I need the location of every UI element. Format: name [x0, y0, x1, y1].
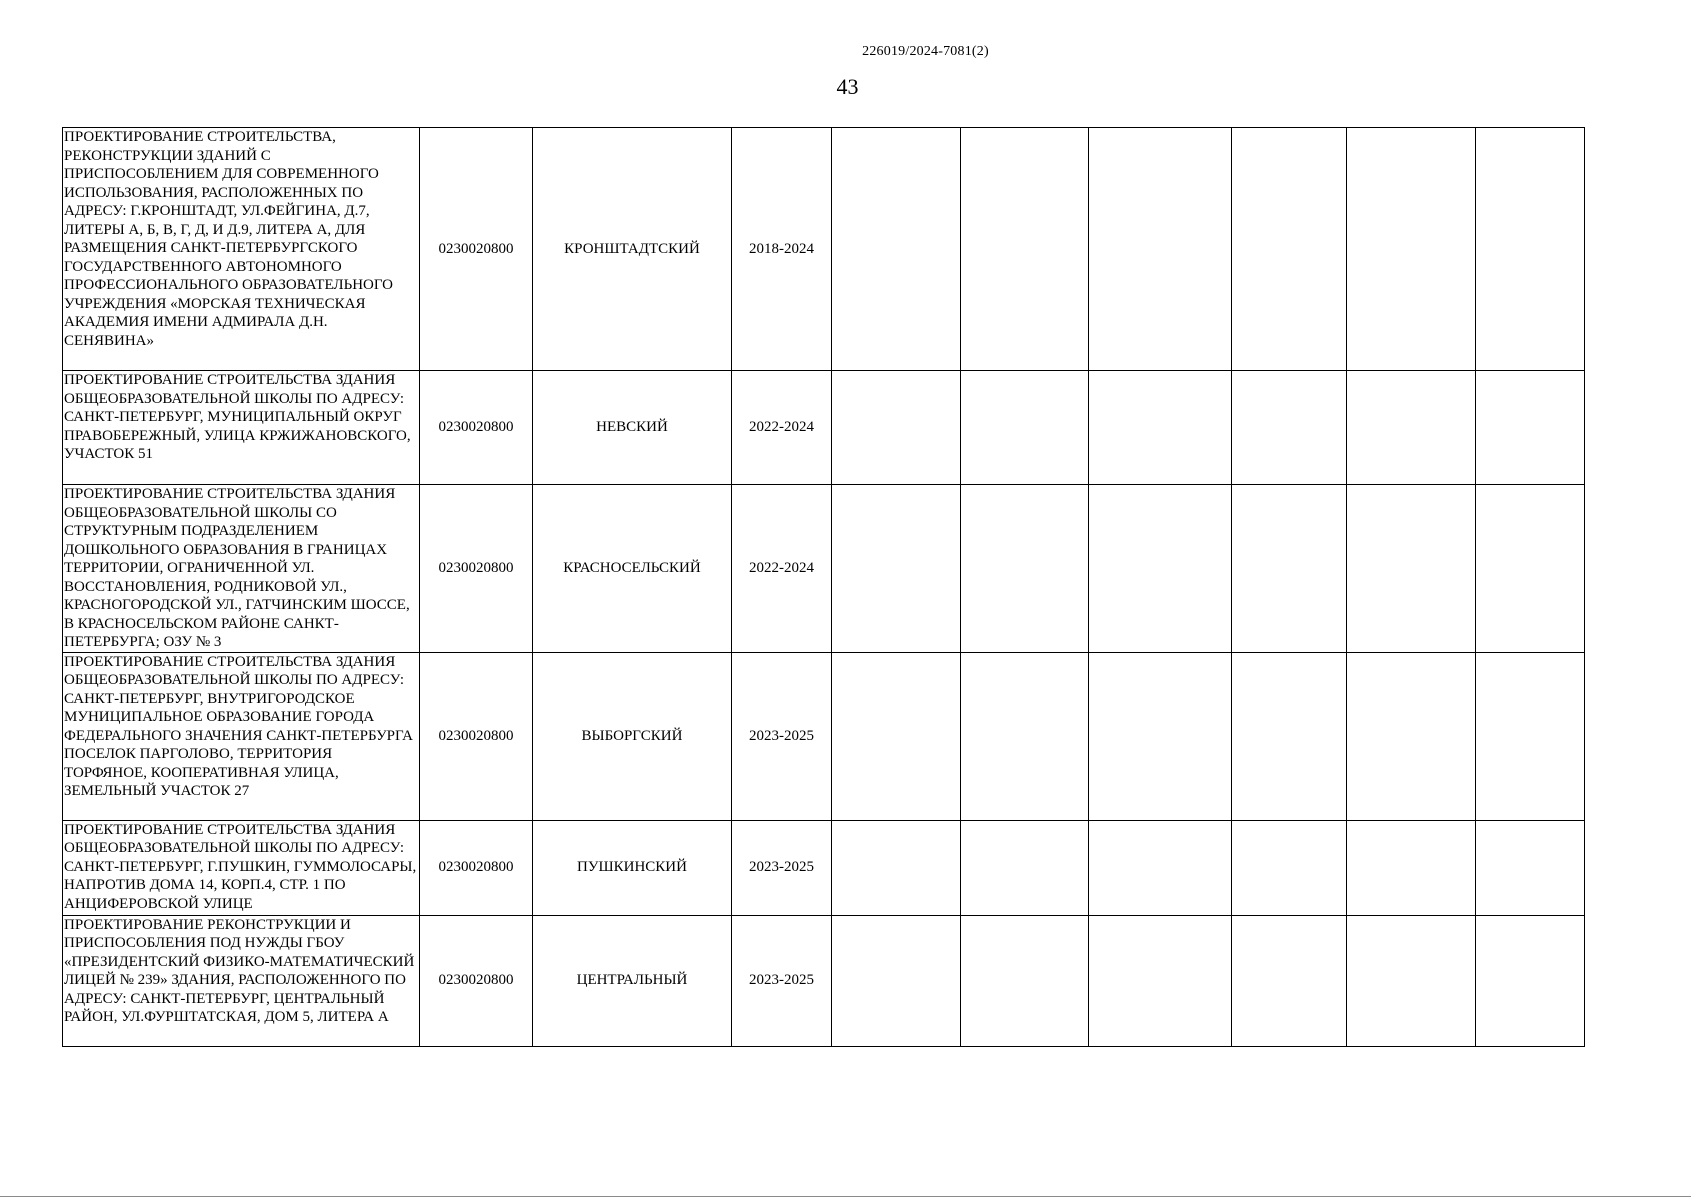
object-name-cell	[63, 915, 420, 1046]
empty-cell	[961, 915, 1089, 1046]
empty-cell	[1347, 915, 1476, 1046]
object-name-text: ПРОЕКТИРОВАНИЕ СТРОИТЕЛЬСТВА, РЕКОНСТРУКЦИИ ЗДАНИЙ С ПРИСПОСОБЛЕНИЕМ ДЛЯ СОВРЕМЕННОГО ИСПОЛЬЗОВАНИЯ, РАСПОЛОЖЕННЫХ ПО АДРЕСУ: Г.КРОНШТАДТ, УЛ.ФЕЙГИНА, Д.7, ЛИТЕРЫ А, Б, В, Г, Д, И Д.9, ЛИТЕРА А, ДЛЯ РАЗМЕЩЕНИЯ САНКТ-ПЕТЕРБУРГСКОГО ГОСУДАРСТВЕННОГО АВТОНОМНОГО ПРОФЕССИОНАЛЬНОГО ОБРАЗОВАТЕЛЬНОГО УЧРЕЖДЕНИЯ «МОРСКАЯ ТЕХНИЧЕСКАЯ АКАДЕМИЯ ИМЕНИ АДМИРАЛА Д.Н. СЕНЯВИНА»	[64, 129, 394, 349]
object-name-cell	[63, 820, 420, 915]
district-cell: ВЫБОРГСКИЙ	[533, 652, 732, 820]
district-cell: НЕВСКИЙ	[533, 371, 732, 485]
empty-cell	[961, 652, 1089, 820]
table-row	[63, 820, 1585, 915]
district-cell: ЦЕНТРАЛЬНЫЙ	[533, 915, 732, 1046]
period-cell: 2023-2025	[732, 915, 832, 1046]
district-cell: ПУШКИНСКИЙ	[533, 820, 732, 915]
empty-cell	[1476, 915, 1585, 1046]
object-name-text: ПРОЕКТИРОВАНИЕ РЕКОНСТРУКЦИИ И ПРИСПОСОБЛЕНИЯ ПОД НУЖДЫ ГБОУ «ПРЕЗИДЕНТСКИЙ ФИЗИКО-МАТЕМАТИЧЕСКИЙ ЛИЦЕЙ № 239» ЗДАНИЯ, РАСПОЛОЖЕННОГО ПО АДРЕСУ: САНКТ-ПЕТЕРБУРГ, ЦЕНТРАЛЬНЫЙ РАЙОН, УЛ.ФУРШТАТСКАЯ, ДОМ 5, ЛИТЕРА А	[64, 916, 415, 1025]
empty-cell	[832, 820, 961, 915]
table-row	[63, 915, 1585, 1046]
table-row	[63, 371, 1585, 485]
empty-cell	[1476, 652, 1585, 820]
district-cell: КРАСНОСЕЛЬСКИЙ	[533, 485, 732, 653]
code-cell: 0230020800	[420, 820, 533, 915]
code-cell: 0230020800	[420, 652, 533, 820]
period-cell: 2022-2024	[732, 371, 832, 485]
code-cell: 0230020800	[420, 915, 533, 1046]
empty-cell	[1232, 820, 1347, 915]
empty-cell	[1232, 128, 1347, 371]
empty-cell	[961, 128, 1089, 371]
object-name-text: ПРОЕКТИРОВАНИЕ СТРОИТЕЛЬСТВА ЗДАНИЯ ОБЩЕОБРАЗОВАТЕЛЬНОЙ ШКОЛЫ СО СТРУКТУРНЫМ ПОДРАЗДЕЛЕНИЕМ ДОШКОЛЬНОГО ОБРАЗОВАНИЯ В ГРАНИЦАХ ТЕРРИТОРИИ, ОГРАНИЧЕННОЙ УЛ. ВОССТАНОВЛЕНИЯ, РОДНИКОВОЙ УЛ., КРАСНОГОРОДСКОЙ УЛ., ГАТЧИНСКИМ ШОССЕ, В КРАСНОСЕЛЬСКОМ РАЙОНЕ САНКТ-ПЕТЕРБУРГА; ОЗУ № 3	[64, 486, 410, 650]
empty-cell	[1347, 485, 1476, 653]
object-name-cell	[63, 652, 420, 820]
empty-cell	[1476, 371, 1585, 485]
scan-bottom-edge	[0, 1196, 1691, 1197]
code-cell: 0230020800	[420, 485, 533, 653]
empty-cell	[832, 128, 961, 371]
object-name-text: ПРОЕКТИРОВАНИЕ СТРОИТЕЛЬСТВА ЗДАНИЯ ОБЩЕОБРАЗОВАТЕЛЬНОЙ ШКОЛЫ ПО АДРЕСУ: САНКТ-ПЕТЕРБУРГ, МУНИЦИПАЛЬНЫЙ ОКРУГ ПРАВОБЕРЕЖНЫЙ, УЛИЦА КРЖИЖАНОВСКОГО, УЧАСТОК 51	[64, 372, 411, 462]
object-name-text: ПРОЕКТИРОВАНИЕ СТРОИТЕЛЬСТВА ЗДАНИЯ ОБЩЕОБРАЗОВАТЕЛЬНОЙ ШКОЛЫ ПО АДРЕСУ: САНКТ-ПЕТЕРБУРГ, ВНУТРИГОРОДСКОЕ МУНИЦИПАЛЬНОЕ ОБРАЗОВАНИЕ ГОРОДА ФЕДЕРАЛЬНОГО ЗНАЧЕНИЯ САНКТ-ПЕТЕРБУРГА ПОСЕЛОК ПАРГОЛОВО, ТЕРРИТОРИЯ ТОРФЯНОЕ, КООПЕРАТИВНАЯ УЛИЦА, ЗЕМЕЛЬНЫЙ УЧАСТОК 27	[64, 653, 413, 799]
object-name-text: ПРОЕКТИРОВАНИЕ СТРОИТЕЛЬСТВА ЗДАНИЯ ОБЩЕОБРАЗОВАТЕЛЬНОЙ ШКОЛЫ ПО АДРЕСУ: САНКТ-ПЕТЕРБУРГ, Г.ПУШКИН, ГУММОЛОСАРЫ, НАПРОТИВ ДОМА 14, КОРП.4, СТР. 1 ПО АНЦИФЕРОВСКОЙ УЛИЦЕ	[64, 821, 417, 912]
empty-cell	[1347, 128, 1476, 371]
table-row	[63, 652, 1585, 820]
period-cell: 2023-2025	[732, 820, 832, 915]
table-row	[63, 128, 1585, 371]
period-cell: 2022-2024	[732, 485, 832, 653]
empty-cell	[832, 652, 961, 820]
empty-cell	[1089, 820, 1232, 915]
object-name-cell	[63, 485, 420, 653]
empty-cell	[1232, 915, 1347, 1046]
empty-cell	[1232, 485, 1347, 653]
period-cell: 2023-2025	[732, 652, 832, 820]
empty-cell	[1089, 128, 1232, 371]
empty-cell	[1089, 652, 1232, 820]
table-row	[63, 485, 1585, 653]
empty-cell	[1089, 371, 1232, 485]
investment-program-table	[62, 127, 1585, 1047]
code-cell: 0230020800	[420, 371, 533, 485]
empty-cell	[961, 485, 1089, 653]
empty-cell	[1089, 485, 1232, 653]
empty-cell	[1347, 820, 1476, 915]
empty-cell	[1476, 485, 1585, 653]
empty-cell	[1089, 915, 1232, 1046]
empty-cell	[961, 820, 1089, 915]
object-name-cell	[63, 371, 420, 485]
empty-cell	[1476, 820, 1585, 915]
document-number: 226019/2024-7081(2)	[862, 44, 989, 59]
empty-cell	[1476, 128, 1585, 371]
empty-cell	[1232, 652, 1347, 820]
period-cell: 2018-2024	[732, 128, 832, 371]
empty-cell	[832, 485, 961, 653]
empty-cell	[1232, 371, 1347, 485]
empty-cell	[832, 371, 961, 485]
district-cell: КРОНШТАДТСКИЙ	[533, 128, 732, 371]
empty-cell	[1347, 371, 1476, 485]
object-name-cell	[63, 128, 420, 371]
empty-cell	[832, 915, 961, 1046]
empty-cell	[1347, 652, 1476, 820]
code-cell: 0230020800	[420, 128, 533, 371]
empty-cell	[961, 371, 1089, 485]
page-number: 43	[836, 74, 859, 99]
